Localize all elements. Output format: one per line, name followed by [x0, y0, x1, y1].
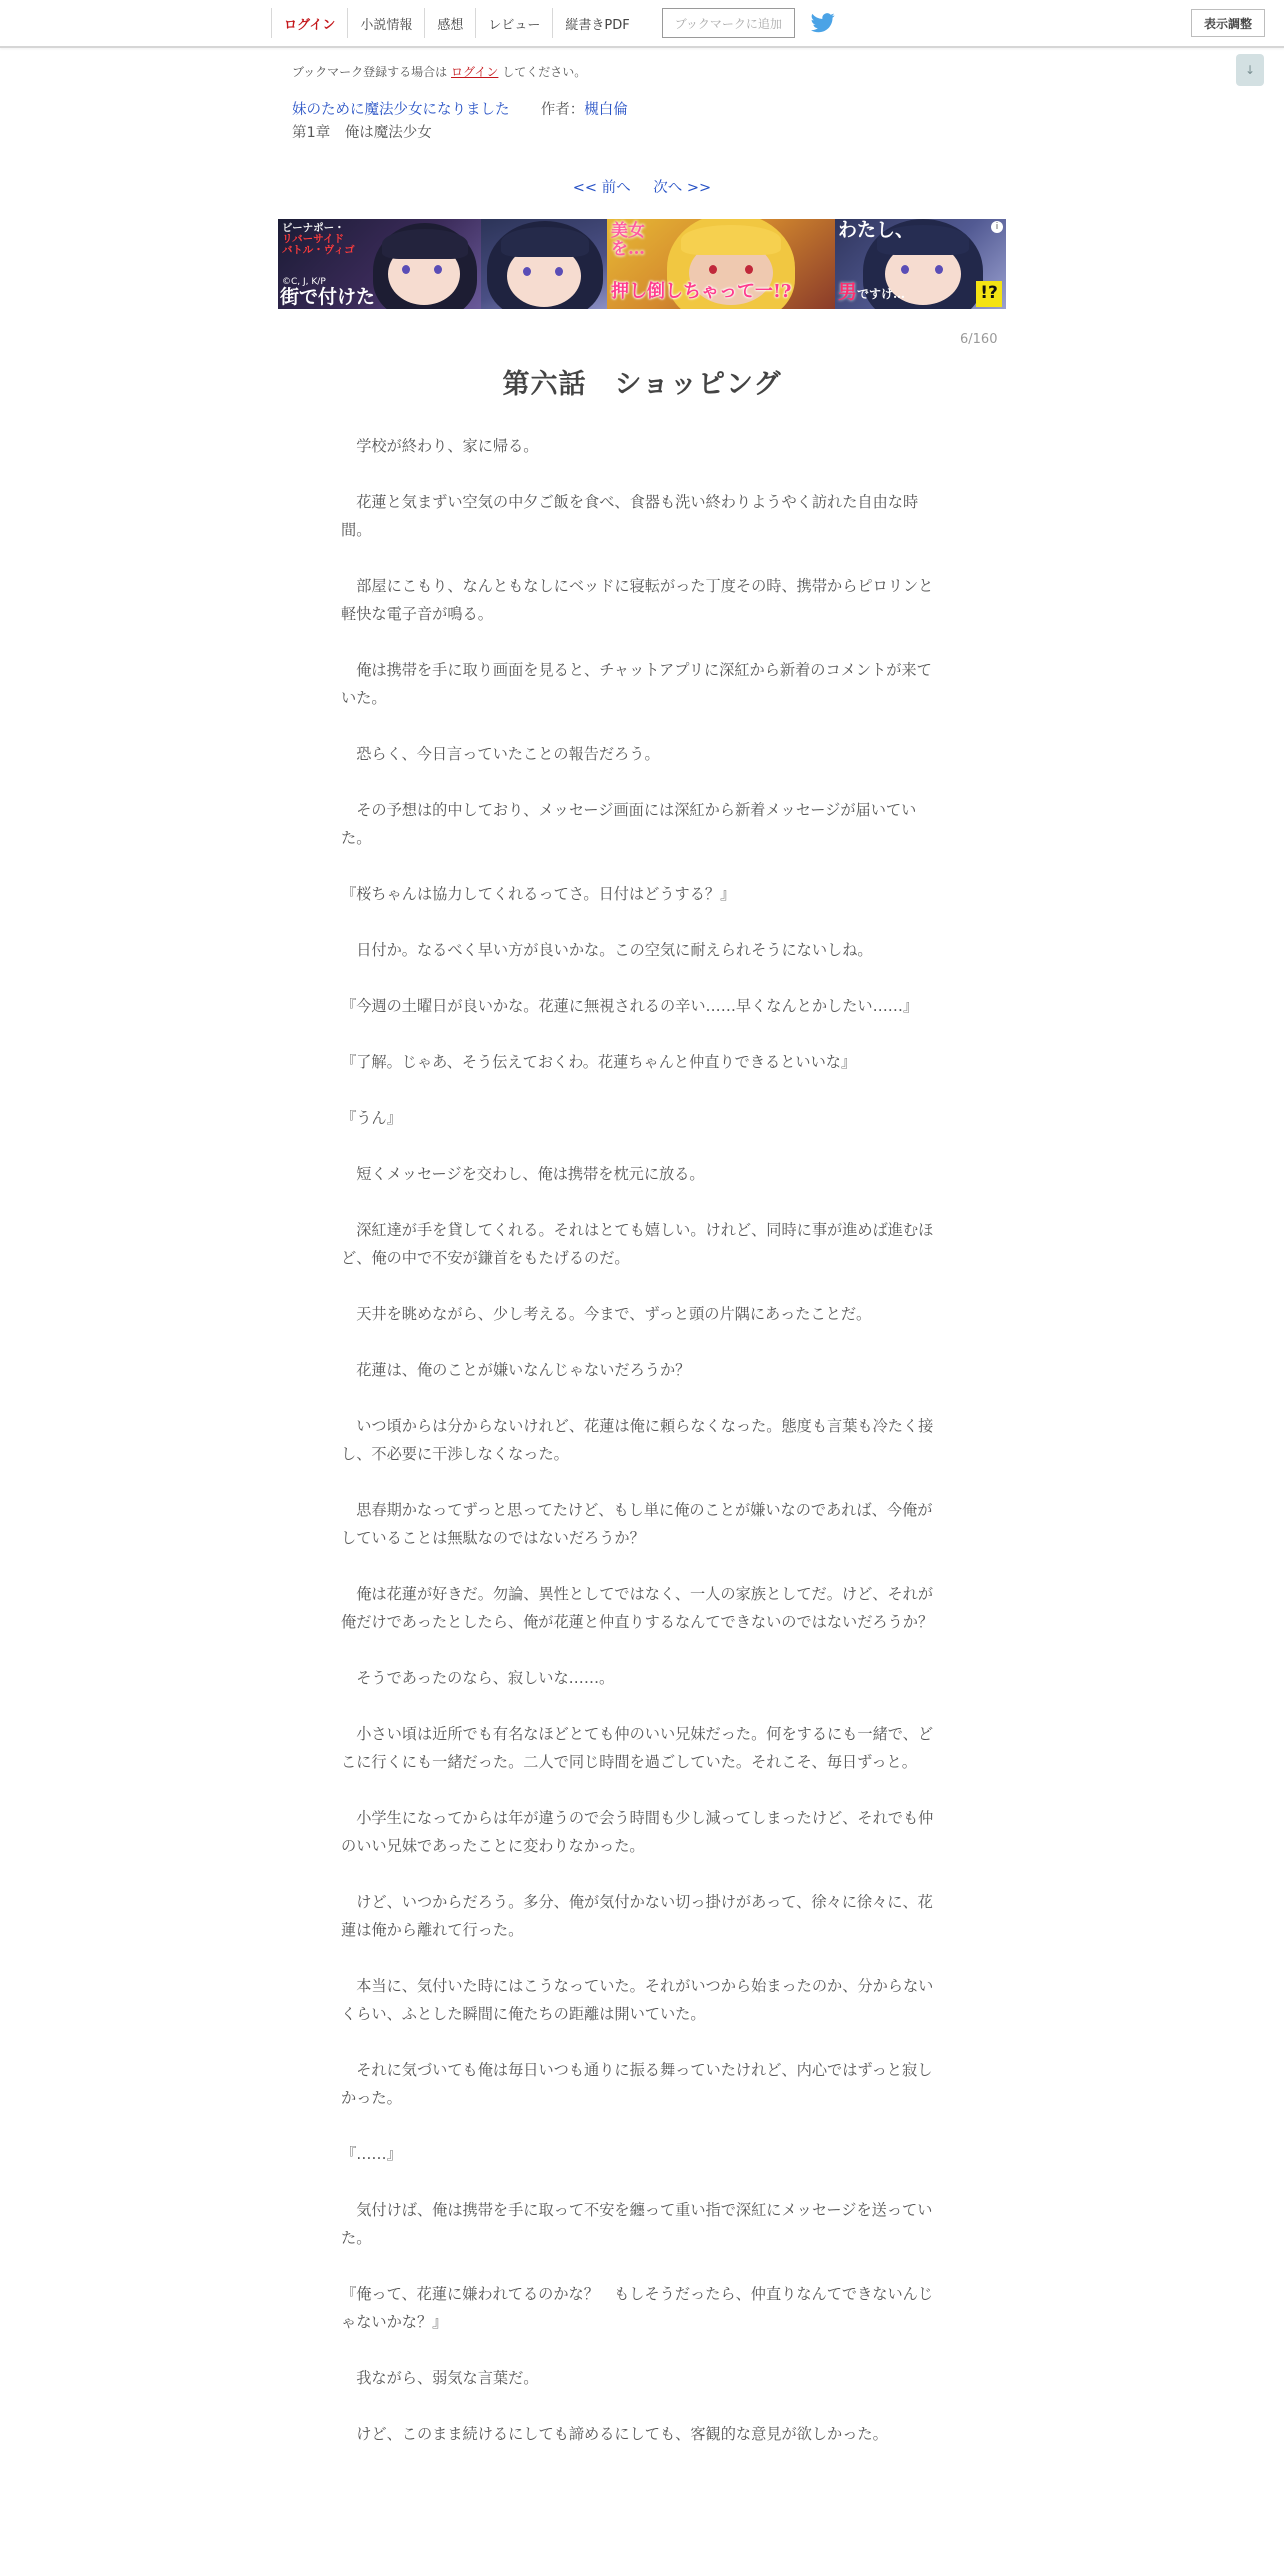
nav-vertical-pdf[interactable]: 縦書きPDF [552, 8, 641, 38]
novel-paragraph: 俺は花蓮が好きだ。勿論、異性としてではなく、一人の家族としてだ。けど、それが俺だけであったとしたら、俺が花蓮と仲直りするなんてできないのではないだろうか？ [341, 1585, 934, 1631]
banner-panel-2 [481, 219, 607, 309]
bookmark-note-tail: してください。 [502, 65, 587, 79]
page-count: 6/160 [960, 332, 998, 347]
novel-paragraph: 『了解。じゃあ、そう伝えておくわ。花蓮ちゃんと仲直りできるといいな』 [341, 1053, 857, 1071]
author-link[interactable]: 槻白倫 [584, 102, 628, 118]
banner-caption-3-top: 美女を… [611, 221, 645, 259]
banner-panel-4 [835, 219, 1006, 309]
character-eye [434, 265, 442, 274]
novel-paragraph: 小学生になってからは年が違うので会う時間も少し減ってしまったけど、それでも仲のいい兄妹であったことに変わりなかった。 [341, 1809, 934, 1855]
bookmark-login-note [292, 63, 586, 80]
character-eye [745, 265, 753, 274]
bookmark-login-link[interactable]: ログイン [451, 65, 499, 79]
prev-page-link[interactable]: << 前へ [572, 180, 631, 196]
novel-paragraph: 天井を眺めながら、少し考える。今まで、ずっと頭の片隅にあったことだ。 [341, 1305, 872, 1323]
novel-paragraph: 『うん』 [341, 1109, 402, 1127]
novel-paragraph: 『……』 [341, 2145, 402, 2163]
pager [0, 176, 1284, 197]
top-nav-bar [0, 0, 1284, 48]
banner-caption-4-bottom: 男ですけ… [838, 281, 906, 303]
novel-paragraph: 短くメッセージを交わし、俺は携帯を枕元に放る。 [341, 1165, 705, 1183]
novel-paragraph: 思春期かなってずっと思ってたけど、もし単に俺のことが嫌いなのであれば、今俺がしていることは無駄なのではないだろうか？ [341, 1501, 933, 1547]
novel-paragraph: 俺は携帯を手に取り画面を見ると、チャットアプリに深紅から新着のコメントが来ていた。 [341, 661, 932, 707]
novel-paragraph: いつ頃からは分からないけれど、花蓮は俺に頼らなくなった。態度も言葉も冷たく接し、不必要に干渉しなくなった。 [341, 1417, 934, 1463]
character-eye [523, 267, 531, 276]
character-eye [935, 265, 943, 274]
novel-paragraph: そうであったのなら、寂しいな……。 [341, 1669, 615, 1687]
nav-impressions[interactable]: 感想 [424, 8, 475, 38]
banner-caption-3-bottom: 押し倒しちゃって一!? [611, 281, 792, 302]
character-eye [555, 267, 563, 276]
character-eye [402, 265, 410, 274]
novel-paragraph: けど、いつからだろう。多分、俺が気付かない切っ掛けがあって、徐々に徐々に、花蓮は俺から離れて行った。 [341, 1893, 933, 1939]
banner-title-text: ビーナポー・ リバーサイド バトル・ヴィゴ [282, 222, 355, 257]
novel-paragraph: その予想は的中しており、メッセージ画面には深紅から新着メッセージが届いていた。 [341, 801, 917, 847]
novel-paragraph: 『桜ちゃんは協力してくれるってさ。日付はどうする？』 [341, 885, 736, 903]
character-bangs [681, 225, 781, 255]
nav-login[interactable]: ログイン [271, 8, 347, 38]
bookmark-note-text: ブックマーク登録する場合は [292, 65, 448, 79]
add-bookmark-button[interactable]: ブックマークに追加 [662, 8, 795, 38]
novel-paragraph: 深紅達が手を貸してくれる。それはとても嬉しい。けれど、同時に事が進めば進むほど、俺の中で不安が鎌首をもたげるのだ。 [341, 1221, 934, 1267]
chapter-title: 第1章 俺は魔法少女 [292, 125, 432, 141]
novel-paragraph: 『俺って、花蓮に嫌われてるのかな？ もしそうだったら、仲直りなんてできないんじゃないかな？』 [341, 2285, 934, 2331]
novel-paragraph: 日付か。なるべく早い方が良いかな。この空気に耐えられそうにないしね。 [341, 941, 873, 959]
novel-paragraph: それに気づいても俺は毎日いつも通りに振る舞っていたけれど、内心ではずっと寂しかった。 [341, 2061, 933, 2107]
novel-title-link[interactable]: 妹のために魔法少女になりました [292, 102, 510, 118]
nav-novel-info[interactable]: 小説情報 [347, 8, 424, 38]
banner-badge: !? [976, 281, 1002, 307]
twitter-icon[interactable] [811, 12, 837, 34]
episode-title: 第六話 ショッピング [502, 369, 782, 400]
character-eye [901, 265, 909, 274]
novel-paragraph: 学校が終わり、家に帰る。 [341, 437, 539, 455]
banner-panel-1 [278, 219, 481, 309]
banner-caption-1: 街で付けた [280, 286, 376, 308]
character-eye [709, 265, 717, 274]
novel-paragraph: 花蓮と気まずい空気の中夕ご飯を食べ、食器も洗い終わりようやく訪れた自由な時間。 [341, 493, 919, 539]
display-settings-button[interactable]: 表示調整 [1191, 9, 1265, 37]
banner-caption-4-top: わたし、 [838, 219, 915, 241]
ad-banner[interactable] [278, 219, 1006, 309]
novel-paragraph: 部屋にこもり、なんともなしにベッドに寝転がった丁度その時、携帯からピロリンと軽快な電子音が鳴る。 [341, 577, 934, 623]
character-bangs [501, 227, 589, 257]
novel-paragraph: 『今週の土曜日が良いかな。花蓮に無視されるの辛い……早くなんとかしたい……』 [341, 997, 919, 1015]
character-bangs [382, 229, 468, 259]
nav-menu [271, 0, 837, 46]
nav-review[interactable]: レビュー [475, 8, 552, 38]
next-page-link[interactable]: 次へ >> [653, 180, 712, 196]
banner-copyright: ©C, J, K/P [282, 277, 326, 287]
novel-paragraph: 小さい頃は近所でも有名なほどとても仲のいい兄妹だった。何をするにも一緒で、どこに行くにも一緒だった。二人で同じ時間を過ごしていた。それこそ、毎日ずっと。 [341, 1725, 934, 1771]
novel-paragraph: 本当に、気付いた時にはこうなっていた。それがいつから始まったのか、分からないくらい、ふとした瞬間に俺たちの距離は開いていた。 [341, 1977, 934, 2023]
novel-info-line [292, 98, 628, 119]
novel-body [341, 432, 941, 2476]
novel-paragraph: 花蓮は、俺のことが嫌いなんじゃないだろうか？ [341, 1361, 691, 1379]
scroll-down-tab[interactable]: ↓ [1236, 54, 1264, 86]
banner-panel-3 [607, 219, 835, 309]
author-label: 作者： [540, 102, 585, 118]
novel-paragraph: 気付けば、俺は携帯を手に取って不安を纏って重い指で深紅にメッセージを送っていた。 [341, 2201, 933, 2247]
ad-info-icon[interactable]: i [991, 221, 1003, 233]
novel-paragraph: けど、このまま続けるにしても諦めるにしても、客観的な意見が欲しかった。 [341, 2425, 888, 2443]
novel-paragraph: 恐らく、今日言っていたことの報告だろう。 [341, 745, 660, 763]
novel-paragraph: 我ながら、弱気な言葉だ。 [341, 2369, 539, 2387]
